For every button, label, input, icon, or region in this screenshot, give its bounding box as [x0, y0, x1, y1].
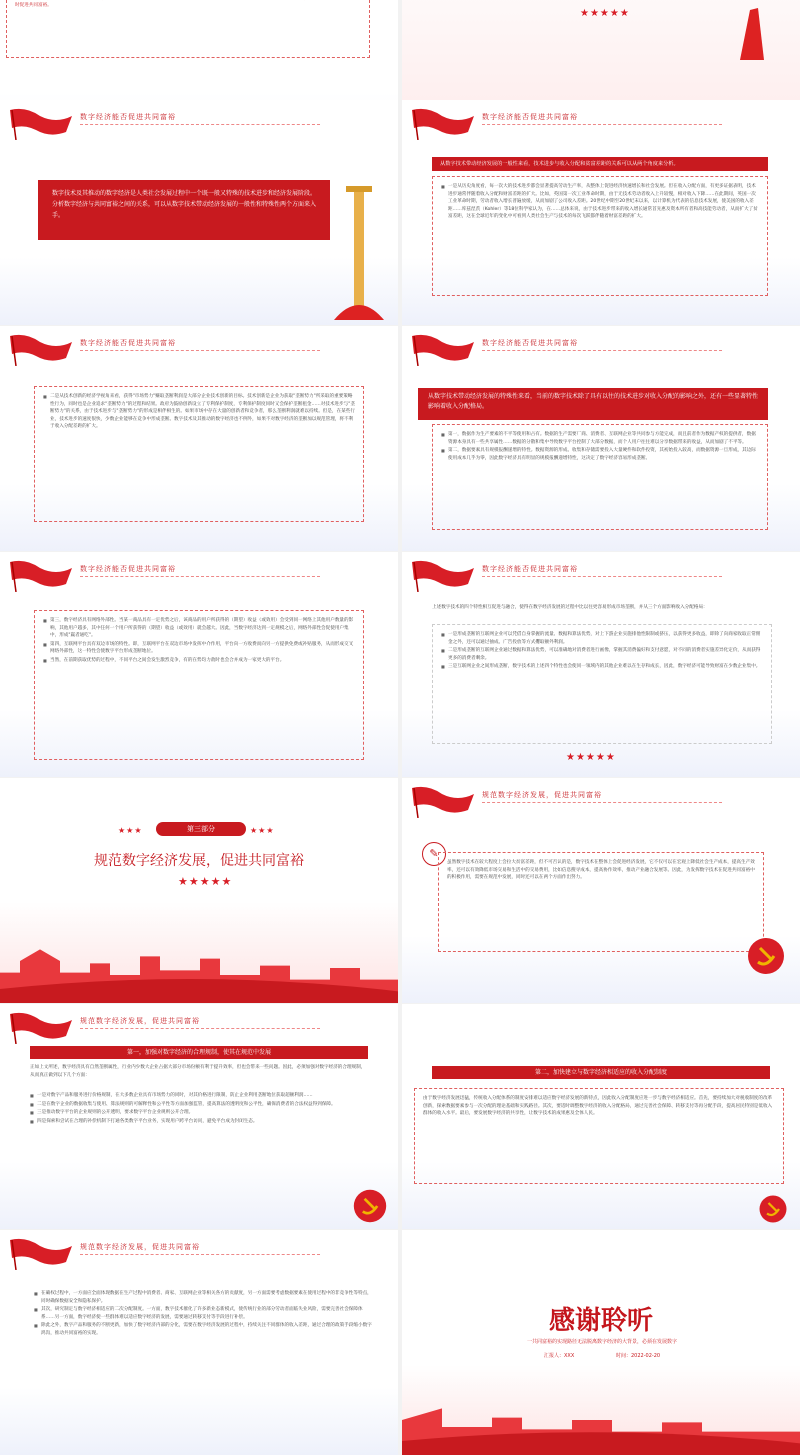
intro-text: 正如上文所述，数字经济具有自然垄断属性，行业内少数大企业占据大部分市场份额有利于提升效率，但也会带来一些问题。因此，必须加强对数字经济的合理规制，从而真正做到以下几个方面：	[30, 1065, 366, 1078]
red-flag-icon	[6, 1010, 76, 1044]
header-bar: 第二，加快建立与数字经济相适应的收入分配制度	[432, 1066, 770, 1079]
bullet-item: ■ 二是从技术创新的经济学视角来看，获得"市场势力"赚取垄断利润是大部分企业技术创新的目标。技术创新是企业为获取"垄断势力"所采取的重要策略性行为，同时也是企业追求"垄断势力"的过程和结果。政府为鼓励创新设立了专利保护制度，专利保护制度同时又会保护垄断租金……对技术进步与"垄断势力"的关系，由于技术进步与"垄断势力"的形成是相伴相生的。如果市场中存在大量的创新者和竞争者，那么垄断利润就难以持续。但是，在某些行业，技术进步的速度很快，少数企业能够在竞争中形成垄断。数字技术及其推动的数字经济也不例外，如果不对数字经济的垄断加以规范管理，将不利于收入分配差距的扩大。	[43, 393, 355, 431]
paragraph: 时促进共同富裕。	[15, 3, 52, 9]
slide-title: 数字经济能否促进共同富裕	[482, 565, 578, 573]
slide-6-left	[0, 1230, 398, 1455]
city-skyline-icon	[402, 1385, 800, 1455]
bullet-item: ■ 其次，研究制定与数字经济相适应的二次分配制度。一方面，数字技术催化了许多新业态新模式，使传统行业的部分劳动者面临失业风险，需要完善社会保障体系……另一方面，数字经济使一些群体难以适应数字经济的发展，需要通过转移支付等手段进行补偿。	[34, 1306, 374, 1321]
red-flag-icon	[6, 106, 76, 140]
star-row-icon: ★★★	[118, 826, 143, 835]
star-row-icon: ★★★★★	[580, 8, 630, 19]
bullet-item: ■ 一是对数字产品和服务进行价格规制，在大多数企业具有市场势力的同时，对其价格进行限制，防止企业利用垄断地位获取超额利润……	[30, 1092, 368, 1100]
subtitle: 一共同富裕的实现路径无法脱离数字经济的大背景，必须在发展数字	[526, 1339, 677, 1345]
star-row-icon: ★★★	[250, 826, 275, 835]
slide-1-right	[402, 100, 800, 325]
reporter: 汇报人：XXX	[544, 1353, 575, 1359]
monument-icon	[730, 0, 780, 60]
slide-title: 数字经济能否促进共同富裕	[482, 339, 578, 347]
part-label: 第三部分	[156, 822, 246, 836]
text-box	[432, 624, 772, 744]
bullet-item: ■ 第三，数字经济具有网络外部性。当某一商品具有一定优势之后，该商品的用户所获得的（期望）收益（或效用）会受到同一网络上其他用户数量的影响，其他用户越多，其中任何一个用户所获得的（期望）收益（或效用）就会越大。因此，当数字经济达到一定规模之后，网络外部性会促使用户集中，形成"赢者通吃"。	[43, 617, 355, 640]
text-box	[34, 1286, 374, 1450]
party-emblem-icon	[758, 1194, 788, 1224]
red-flag-icon	[408, 332, 478, 366]
text-box	[34, 610, 364, 760]
date: 时间：2022-02-20	[616, 1353, 661, 1359]
text-box	[414, 1088, 784, 1184]
thanks-title: 感谢聆听	[548, 1306, 653, 1336]
section-heading: 规范数字经济发展，促进共同富裕	[94, 853, 304, 869]
slide-3-right	[402, 552, 800, 777]
bullet-item: ■ 二是在数字企业的数据收集与使用、算法规则的可解释性和公平性等方面加强监管，提高算法的透明度和公平性，确保消费者的合法权益得到保障。	[30, 1101, 368, 1109]
slide-title: 规范数字经济发展，促进共同富裕	[482, 791, 602, 799]
slide-3-left	[0, 552, 398, 777]
slide-6-right	[402, 1230, 800, 1455]
slide-title: 数字经济能否促进共同富裕	[80, 113, 176, 121]
slide-title: 数字经济能否促进共同富裕	[80, 565, 176, 573]
highlight-box	[38, 180, 330, 240]
header-text: 从数字技术带动经济发展的特殊性来看，当前的数字技术除了具有以往的技术进步对收入分配的影响之外，还有一些显著特性影响着收入分配格局。	[428, 393, 759, 410]
intro-text: 上述数字技术的四个特性相互促进与融合，使得在数字经济发展的过程中比以往更容易形成市场垄断，并从三个方面影响收入分配格局：	[432, 605, 708, 610]
bullet-item: ■ 三是推动数字平台的企业规则的公开透明，要求数字平台企业规则公开合理。	[30, 1109, 368, 1117]
bullet-item: ■ 二是形成垄断的互联网企业通过数据和算法优势，可以准确地对消费者进行画像，掌握其消费偏好和支付意愿，对不同的消费者实施差异化定价，从而获得更多的消费者剩余。	[441, 647, 763, 662]
slide-4-left	[0, 778, 398, 1003]
red-flag-icon	[408, 784, 478, 818]
bullet-item: ■ 在确权过程中，一方面应全面体现数据在生产过程中消费者、商家、互联网企业等相关各方的贡献度，另一方面需要考虑数据要素在使用过程中的非竞争性等特点，同时确保数据安全和隐私保护。	[34, 1290, 374, 1305]
bullet-item: ■ 第一，数据作为生产要素的不平等使用和占有。数据的生产需要厂商、消费者、互联网企业等共同参与方能完成，而且前者作为数据产权的提供者，数据资源本身具有一些共享属性……数据的分散和集中导致数字平台控制了大部分数据，而个人用户往往难以分享数据带来的收益，从而加剧了不平等。	[441, 431, 759, 446]
city-skyline-icon	[0, 933, 398, 1003]
header-bar: 第一，加强对数字经济的合理规制，使其在规范中发展	[30, 1046, 368, 1059]
star-row-icon: ★★★★★	[566, 752, 616, 763]
slide-5-right	[402, 1004, 800, 1229]
bullet-item: ■ 除此之外，数字产品和服务的不断更新，加快了数字经济内部的分化，需要在数字经济发展的过程中，持续关注不同群体的收入差距，通过合理的政策手段缩小数字鸿沟，推动共同富裕的实现。	[34, 1322, 374, 1337]
slide-title: 规范数字经济发展，促进共同富裕	[80, 1017, 200, 1025]
party-emblem-icon	[352, 1188, 388, 1224]
slide-title: 数字经济能否促进共同富裕	[482, 113, 578, 121]
text-box	[34, 386, 364, 522]
paragraph: 数字技术及其推动的数字经济是人类社会发展过程中一个既一般又特殊的技术进步和经济发展阶段。分析数字经济与共同富裕之间的关系，可以从数字技术带动经济发展的一般性和特殊性两个方面来入手。	[52, 190, 317, 219]
bullet-item: ■ 三是互联网企业之间形成垄断，数字技术的上述四个特性也会使同一领域内的其他企业难以在生存和成长，因此，数字经济可能导致财富在少数企业集中。	[441, 663, 763, 671]
slide-title: 数字经济能否促进共同富裕	[80, 339, 176, 347]
text-box	[438, 852, 764, 952]
slide-2-right	[402, 326, 800, 551]
bullet-item: ■ 第二，数据要素具有规模报酬递增的特性。数据资源的形成、收集和存储需要投入大量硬件和软件投资，其初始投入较高，而数据资源一旦形成，其边际使用成本几乎为零，因此数字经济具有明显的规模报酬递增特性，这决定了数字经济容易形成垄断。	[441, 447, 759, 462]
header-text: 从数字技术带动经济发展的一般性来看，技术进步与收入分配和贫富差距的关系可以从两个角度来分析。	[440, 161, 679, 167]
document-icon: ✎	[422, 842, 446, 866]
slide-4-right	[402, 778, 800, 1003]
red-flag-icon	[6, 332, 76, 366]
paragraph: 由于数字经济发展迅猛，传统收入分配体系的制度安排难以适应数字经济发展的新特点，因此收入分配制度应进一步与数字经济相适应。首先，要持续加大对税收制度的改革创新，探索数据要素参与一次分配的理论基础和实践路径。其次，要适时调整数字经济的收入分配格局，通过完善社会保障、转移支付等再分配手段，提高居民特别是低收入群体的收入水平。最后，要发展数字经济的共享性，让数字技术的成果惠及全体人民。	[423, 1096, 773, 1117]
red-flag-icon	[6, 1236, 76, 1270]
paragraph: 虽然数字技术在较大程度上会拉大贫富差距，但不可否认的是，数字技术在整体上会促进经济发展，它不仅可以在宏观上降低社会生产成本，提高生产效率，还可以有效降低市场交易和生活中的交易费用，比如信息搜寻成本，提高协作效率，推动产业融合发展等。因此，为发挥数字技术在促进共同富裕中的积极作用，需要在规范中发展，同时还可以在两个方面作出努力。	[447, 860, 755, 881]
text-box	[30, 1088, 368, 1198]
slide-1-left	[0, 100, 398, 325]
text-box	[6, 0, 370, 58]
header-bar	[432, 157, 768, 171]
header-bar	[418, 388, 768, 420]
bullet-item: ■ 第四，互联网平台具有双边市场的特性。即，互联网平台在双边市场中发挥中介作用，平台向一方收费而向另一方提供免费或补贴服务，从而形成交叉网络外部性，这一特性会使数字平台形成垄断地位。	[43, 641, 355, 656]
red-flag-icon	[408, 106, 478, 140]
star-row-icon: ★★★★★	[178, 875, 233, 888]
bullet-item: ■ 四是探索和尝试在合理的补偿机制下打通各类数字平台业务，实现用户跨平台访问，避免平台成为封闭生态。	[30, 1118, 368, 1126]
red-flag-icon	[6, 558, 76, 592]
slide-5-left	[0, 1004, 398, 1229]
bullet-item: ■ 一是从历史角度看，每一次大的技术进步都会显著提高劳动生产率，从整体上促进经济快速增长和社会发展。但在收入分配方面，有更多证据表明，技术进步通常伴随着收入分配和财富差距的扩大。比如，英国第一次工业革命时期，由于无技术劳动者收入上升较慢，相对收入下降……在此期间，英国一次工业革命时期，劳动者收入增长普遍放缓，从而加剧了公司收入差距。20世纪中期至20世纪末以来，以计算机为代表的信息技术发展，使美国的收入差距……库兹涅茨（Kohler）等18位科学家认为，在……总体来说，由于技术进步带来的收入增长通常首先惠及资本所有者和高技能劳动者，从而扩大了贫富差距，这在全球近年的变化中可看到人类社会生产与技术的每次飞跃都伴随着财富差距的扩大。	[441, 183, 759, 221]
red-flag-icon	[408, 558, 478, 592]
text-box	[432, 424, 768, 530]
slide-2-left	[0, 326, 398, 551]
bullet-item: ■ 一是形成垄断的互联网企业可以凭借自身掌握的流量、数据和算法优势，对上下游企业实施排他性限制或挤压，以获得更多收益，即除了向商家收取正常佣金之外，还可以通过抽成、广告投放等方式攫取额外利润。	[441, 631, 763, 646]
bullet-item: ■ 当然，在前期获取优势的过程中，不同平台之间会发生激烈竞争，有的在势均力敌时也会合并成为一家更大的平台。	[43, 657, 355, 665]
pillar-icon	[334, 170, 384, 320]
text-box	[432, 176, 768, 296]
slide-title: 规范数字经济发展，促进共同富裕	[80, 1243, 200, 1251]
party-emblem-icon	[746, 936, 786, 976]
